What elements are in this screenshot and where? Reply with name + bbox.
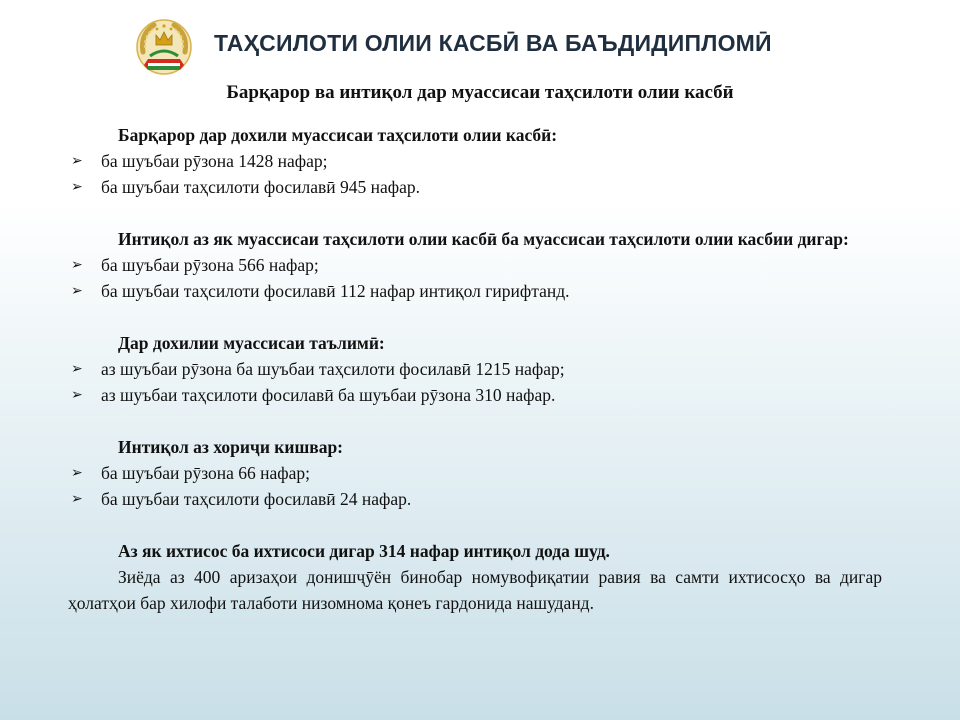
page-title: ТАҲСИЛОТИ ОЛИИ КАСБӢ ВА БАЪДИДИПЛОМӢ [214, 30, 772, 56]
tajikistan-emblem-icon [134, 16, 194, 76]
list-item [68, 460, 882, 486]
arrow-bullet-icon: ➢ [71, 153, 83, 169]
section-transfer-between-institutions [68, 226, 882, 304]
arrow-bullet-icon: ➢ [71, 179, 83, 195]
list-item [68, 252, 882, 278]
list-item [68, 278, 882, 304]
list-item [68, 486, 882, 512]
section-heading: Барқарор дар дохили муассисаи таҳсилоти олии касбӣ: [118, 125, 558, 145]
list-item-text: аз шуъбаи рӯзона ба шуъбаи таҳсилоти фосилавӣ 1215 нафар; [101, 359, 565, 379]
list-item [68, 356, 882, 382]
arrow-bullet-icon: ➢ [71, 257, 83, 273]
section-summary [68, 538, 882, 616]
section-heading: Интиқол аз хориҷи кишвар: [118, 437, 344, 457]
arrow-bullet-icon: ➢ [71, 361, 83, 377]
list-item [68, 382, 882, 408]
section-transfer-from-abroad [68, 434, 882, 512]
arrow-bullet-icon: ➢ [71, 491, 83, 507]
list-item-text: ба шуъбаи таҳсилоти фосилавӣ 24 нафар. [101, 489, 412, 509]
arrow-bullet-icon: ➢ [71, 465, 83, 481]
arrow-bullet-icon: ➢ [71, 387, 83, 403]
list-item [68, 174, 882, 200]
arrow-bullet-icon: ➢ [71, 283, 83, 299]
section-restoration-internal [68, 122, 882, 200]
section-heading: Интиқол аз як муассисаи таҳсилоти олии касбӣ ба муассисаи таҳсилоти олии касбии дигар: [118, 229, 849, 249]
section-within-institution [68, 330, 882, 408]
summary-heading: Аз як ихтисос ба ихтисоси дигар 314 нафар интиқол дода шуд. [118, 541, 610, 561]
list-item-text: ба шуъбаи таҳсилоти фосилавӣ 112 нафар интиқол гирифтанд. [101, 281, 570, 301]
list-item-text: аз шуъбаи таҳсилоти фосилавӣ ба шуъбаи рӯзона 310 нафар. [101, 385, 556, 405]
summary-paragraph: Зиёда аз 400 аризаҳои донишҷӯён бинобар номувофиқатии равия ва самти ихтисосҳо ва дигар ҳолатҳои бар хилофи талаботи низомнома қонеъ гардонида нашуданд. [68, 567, 882, 613]
list-item [68, 148, 882, 174]
bullet-list [68, 148, 882, 200]
bullet-list [68, 252, 882, 304]
list-item-text: ба шуъбаи рӯзона 566 нафар; [101, 255, 319, 275]
bullet-list [68, 460, 882, 512]
body-text [68, 122, 882, 616]
page-subtitle: Барқарор ва интиқол дар муассисаи таҳсилоти олии касбӣ [226, 82, 734, 103]
list-item-text: ба шуъбаи рӯзона 1428 нафар; [101, 151, 328, 171]
list-item-text: ба шуъбаи рӯзона 66 нафар; [101, 463, 311, 483]
bullet-list [68, 356, 882, 408]
list-item-text: ба шуъбаи таҳсилоти фосилавӣ 945 нафар. [101, 177, 421, 197]
section-heading: Дар дохилии муассисаи таълимӣ: [118, 333, 385, 353]
